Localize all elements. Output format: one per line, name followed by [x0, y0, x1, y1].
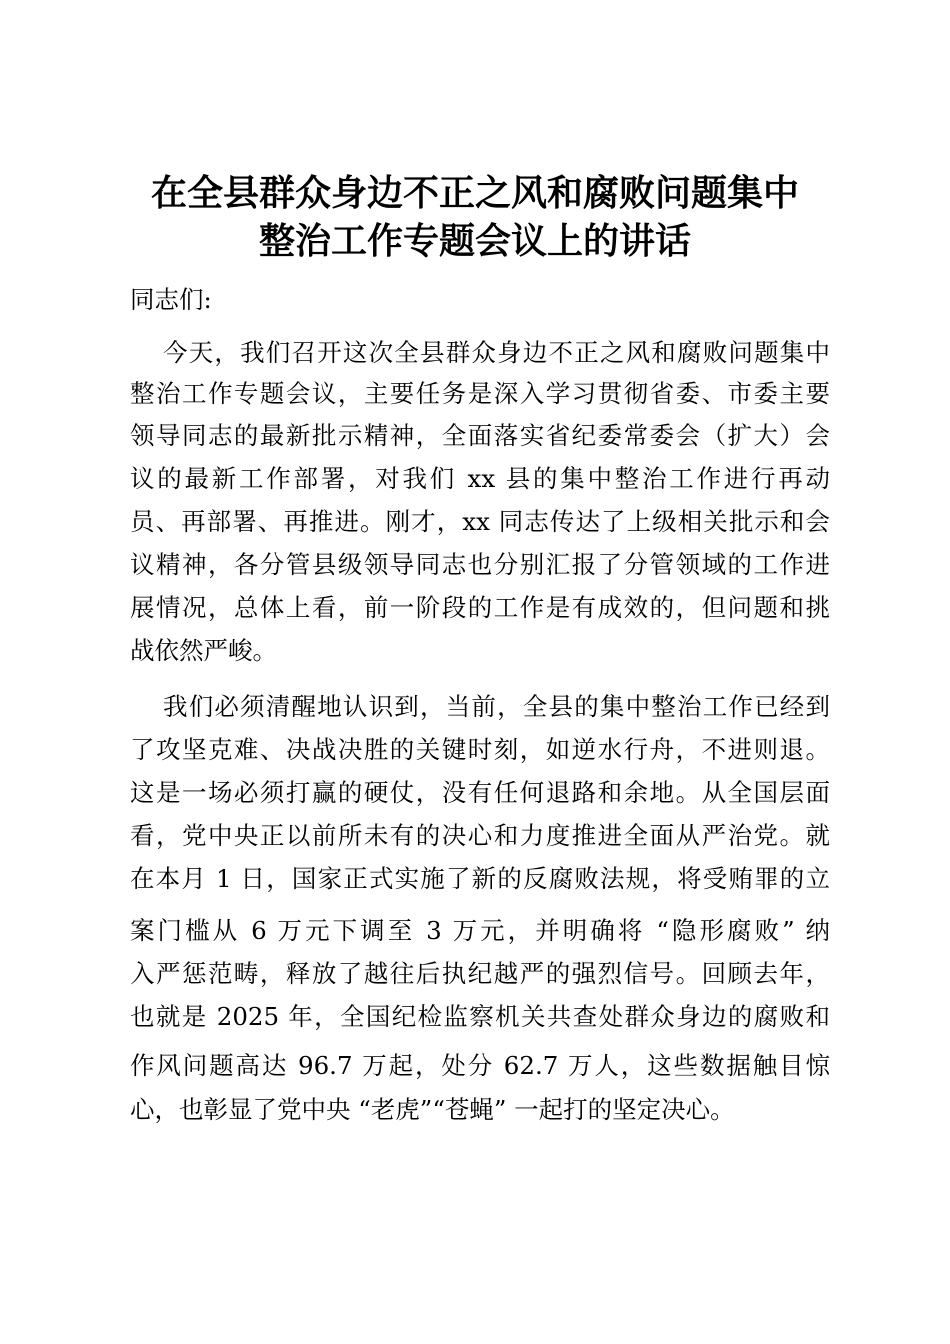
paragraph-1-line-1: 今天，我们召开这次全县群众身边不正之风和腐败问题集中: [163, 338, 830, 367]
paragraph-2-line-5: 在本月 1 日，国家正式实施了新的反腐败法规，将受贿罪的立: [130, 864, 830, 893]
paragraph-2-line-3: 这是一场必须打赢的硬仗，没有任何退路和余地。从全国层面: [130, 778, 830, 807]
paragraph-2-line-1: 我们必须清醒地认识到，当前，全县的集中整治工作已经到: [163, 692, 830, 721]
paragraph-2-line-4: 看，党中央正以前所未有的决心和力度推进全面从严治党。就: [130, 821, 830, 850]
paragraph-2-line-7: 入严惩范畴，释放了越往后执纪越严的强烈信号。回顾去年，: [130, 959, 830, 988]
paragraph-2-line-8: 也就是 2025 年，全国纪检监察机关共查处群众身边的腐败和: [130, 1002, 830, 1031]
paragraph-2-line-6: 案门槛从 6 万元下调至 3 万元，并明确将 “隐形腐败” 纳: [130, 916, 830, 945]
paragraph-1-line-4: 议的最新工作部署，对我们 xx 县的集中整治工作进行再动: [130, 464, 830, 493]
salutation: 同志们:: [130, 285, 212, 314]
paragraph-1-line-2: 整治工作专题会议，主要任务是深入学习贯彻省委、市委主要: [130, 379, 830, 408]
paragraph-1-line-8: 战依然严峻。: [130, 636, 277, 665]
document-title-line-1: 在全县群众身边不正之风和腐败问题集中: [150, 172, 799, 214]
paragraph-2-line-10: 心，也彰显了党中央 “老虎”“苍蝇” 一起打的坚定决心。: [130, 1095, 735, 1124]
paragraph-1-line-7: 展情况，总体上看，前一阶段的工作是有成效的，但问题和挑: [130, 593, 830, 622]
paragraph-1-line-5: 员、再部署、再推进。刚才，xx 同志传达了上级相关批示和会: [130, 507, 830, 536]
paragraph-2-line-2: 了攻坚克难、决战决胜的关键时刻，如逆水行舟，不进则退。: [130, 735, 830, 764]
paragraph-1-line-6: 议精神，各分管县级领导同志也分别汇报了分管领域的工作进: [130, 550, 830, 579]
paragraph-2-line-9: 作风问题高达 96.7 万起，处分 62.7 万人，这些数据触目惊: [130, 1051, 830, 1080]
paragraph-1-line-3: 领导同志的最新批示精神，全面落实省纪委常委会（扩大）会: [130, 421, 830, 450]
document-title-line-2: 整治工作专题会议上的讲话: [258, 220, 691, 262]
